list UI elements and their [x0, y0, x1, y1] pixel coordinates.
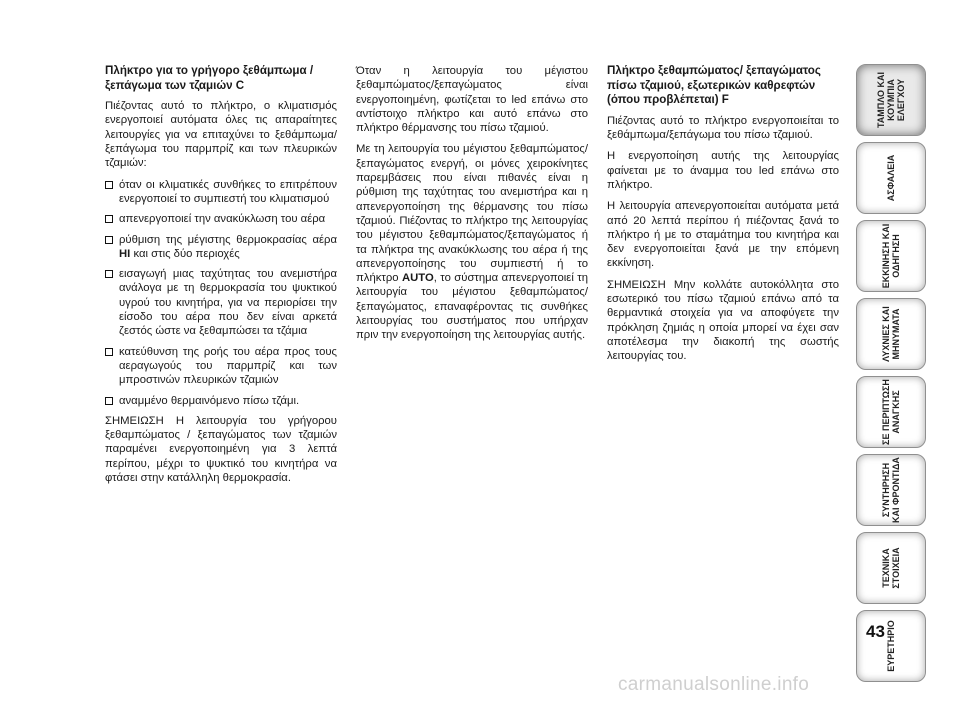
paragraph-led-info: Όταν η λειτουργία του μέγιστου ξεθαμπώματος/ξεπαγώματος είναι ενεργοποιημένη, φωτίζεται το led επάνω στο αντίστοιχο πλήκτρο και αυτό επάνω στο πλήκτρο θέρμανσης του πίσω τζαμιού.	[356, 65, 588, 135]
paragraph-note: ΣΗΜΕΙΩΣΗ Μην κολλάτε αυτοκόλλητα στο εσωτερικό του πίσω τζαμιού επάνω από τα θερμαντικά στοιχεία για να αποφύγετε την πρόκληση ζημιάς η οποία μπορεί να έχει σαν αποτέλεσμα την διακοπή της σωστής λειτουργίας του.	[607, 278, 839, 363]
bullet-text: όταν οι κλιματικές συνθήκες το επιτρέπουν ενεργοποιεί το συμπιεστή του κλιματισμού	[119, 178, 337, 205]
checkbox-bullet-icon	[105, 348, 113, 356]
tab-warning-lights[interactable]	[856, 298, 926, 370]
bullet-text-bold: HI	[119, 247, 131, 260]
column-right	[607, 64, 839, 371]
heading-rear-defrost: Πλήκτρο ξεθαμπώματος/ ξεπαγώματος πίσω τζαμιού, εξωτερικών καθρεφτών (όπου προβλέπεται) F	[607, 64, 821, 107]
paragraph-led: Η ενεργοποίηση αυτής της λειτουργίας φαίνεται με το άναμμα του led επάνω στο πλήκτρο.	[607, 150, 839, 191]
paragraph-manual-controls	[356, 142, 588, 342]
tab-label: ΛΥΧΝΙΕΣ ΚΑΙ ΜΗΝΥΜΑΤΑ	[881, 306, 901, 362]
tab-safety[interactable]	[856, 142, 926, 214]
column-left	[105, 64, 337, 492]
column-middle	[356, 64, 588, 350]
paragraph-part: Με τη λειτουργία του μέγιστου ξεθαμπώματος/ξεπαγώματος ενεργή, οι μόνες χειροκίνητες παρεμβάσεις που είναι πιθανές είναι η ρύθμιση της ταχύτητας του ανεμιστήρα και η απενεργοποίηση της θέρμανσης του πίσω τζαμιού. Πιέζοντας το πλήκτρο της λειτουργίας του μέγιστου ξεθαμπώματος/ξεπαγώματος ή τα πλήκτρα της ανακύκλωσης του αέρα ή της απενεργοποίησης του συμπιεστή ή το πλήκτρο	[356, 143, 588, 285]
bullet-text	[119, 233, 337, 262]
checkbox-bullet-icon	[105, 270, 113, 278]
bullet-item	[105, 267, 337, 338]
bullet-item	[105, 394, 337, 408]
tab-label: ΑΣΦΑΛΕΙΑ	[886, 154, 896, 202]
bullet-item	[105, 345, 337, 388]
bullet-item	[105, 212, 337, 226]
checkbox-bullet-icon	[105, 181, 113, 189]
tab-starting-driving[interactable]	[856, 220, 926, 292]
bullet-text: απενεργοποιεί την ανακύκλωση του αέρα	[119, 213, 326, 226]
page-number: 43	[866, 622, 885, 641]
chapter-tabs	[856, 64, 926, 688]
checkbox-bullet-icon	[105, 215, 113, 223]
tab-label: ΣΕ ΠΕΡΙΠΤΩΣΗ ΑΝΑΓΚΗΣ	[881, 379, 901, 445]
heading-fast-defrost: Πλήκτρο για το γρήγορο ξεθάμπωμα / ξεπάγωμα των τζαμιών C	[105, 64, 314, 92]
auto-label: AUTO	[401, 272, 434, 285]
bullet-item	[105, 178, 337, 207]
paragraph-part: , το σύστημα απενεργοποιεί τη λειτουργία του μέγιστου ξεθαμπώματος/ξεπαγώματος, επαναφέροντας τις συνθήκες λειτουργίας του συστήματος που υπήρχαν πριν την ενεργοποίηση της λειτουργίας αυτής.	[356, 272, 588, 342]
tab-label: ΣΥΝΤΗΡΗΣΗ ΚΑΙ ΦΡΟΝΤΙΔΑ	[881, 457, 901, 523]
bullet-text: αναμμένο θερμαινόμενο πίσω τζάμι.	[119, 394, 300, 407]
bullet-text-part: ρύθμιση της μέγιστης θερμοκρασίας αέρα	[119, 233, 337, 246]
tab-label: ΕΚΚΙΝΗΣΗ ΚΑΙ ΟΔΗΓΗΣΗ	[881, 223, 901, 289]
paragraph-intro: Πιέζοντας αυτό το πλήκτρο, ο κλιματισμός ενεργοποιεί αυτόματα όλες τις απαραίτητες λειτουργίες για να επιταχύνει το ξεθάμπωμα/ξεπάγωμα του παρμπρίζ και των πλευρικών τζαμιών:	[105, 100, 337, 170]
tab-technical-data[interactable]	[856, 532, 926, 604]
tab-label: ΕΥΡΕΤΗΡΙΟ	[886, 620, 896, 672]
bullet-text: κατεύθυνση της ροής του αέρα προς τους αεραγωγούς του παρμπρίζ και των μπροστινών πλευρικών τζαμιών	[119, 345, 337, 387]
tab-label: ΤΑΜΠΛΟ ΚΑΙ ΚΟΥΜΠΙΑ ΕΛΕΓΧΟΥ	[876, 71, 906, 129]
bullet-text: εισαγωγή μιας ταχύτητας του ανεμιστήρα ανάλογα με τη θερμοκρασία του ψυκτικού υγρού του κινητήρα, για να περιορίσει την είσοδο του αέρα που δεν είναι αρκετά ζεστός ώστε να ξεθαμπώσει τα τζάμια	[119, 268, 337, 338]
tab-emergency[interactable]	[856, 376, 926, 448]
tab-index[interactable]	[856, 610, 926, 682]
tab-dashboard-controls[interactable]	[856, 64, 926, 136]
paragraph-auto-off: Η λειτουργία απενεργοποιείται αυτόματα μετά από 20 λεπτά περίπου ή πιέζοντας ξανά το πλήκτρο ή με το σταμάτημα του κινητήρα και δεν ενεργοποιείται ξανά με την επόμενη εκκίνηση.	[607, 200, 839, 270]
bullet-item	[105, 233, 337, 262]
watermark: carmanualsonline.info	[618, 674, 810, 695]
tab-label: ΤΕΧΝΙΚΑ ΣΤΟΙΧΕΙΑ	[881, 547, 901, 589]
bullet-text-part: και στις δύο περιοχές	[130, 247, 240, 260]
tab-maintenance[interactable]	[856, 454, 926, 526]
paragraph-activate: Πιέζοντας αυτό το πλήκτρο ενεργοποιείται το ξεθάμπωμα/ξεπάγωμα του πίσω τζαμιού.	[607, 114, 839, 142]
checkbox-bullet-icon	[105, 397, 113, 405]
checkbox-bullet-icon	[105, 236, 113, 244]
paragraph-note: ΣΗΜΕΙΩΣΗ Η λειτουργία του γρήγορου ξεθαμπώματος / ξεπαγώματος των τζαμιών παραμένει ενεργοποιημένη για 3 λεπτά περίπου, μέχρι το ψυκτικό του κινητήρα να φτάσει στην κατάλληλη θερμοκρασία.	[105, 414, 337, 485]
